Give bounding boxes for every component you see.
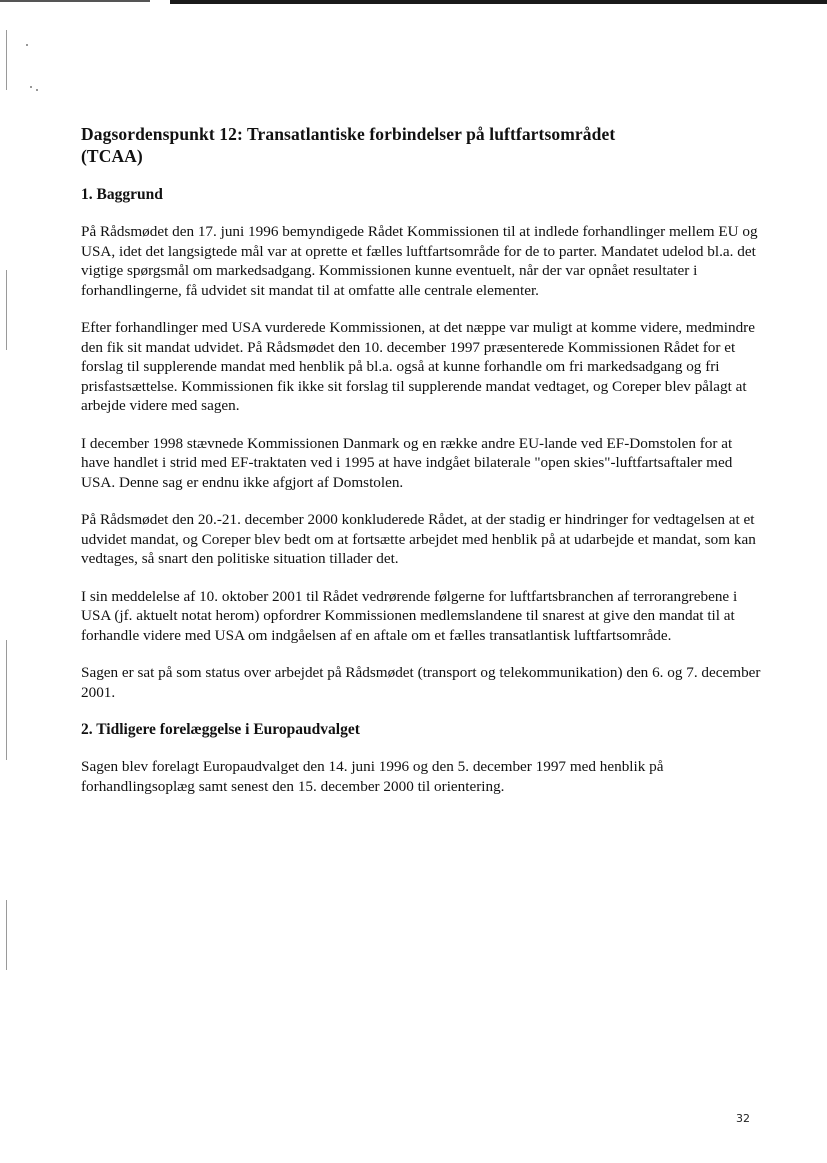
document-title-line-2: (TCAA) bbox=[81, 146, 143, 166]
scan-edge-mark bbox=[6, 270, 7, 350]
section-background bbox=[81, 185, 761, 702]
scan-edge-mark bbox=[6, 900, 7, 970]
document-body bbox=[81, 123, 761, 814]
section-heading-background: 1. Baggrund bbox=[81, 186, 163, 203]
paragraph: Efter forhandlinger med USA vurderede Kommissionen, at det næppe var muligt at komme videre, medmindre den fik sit mandat udvidet. På Rådsmødet den 10. december 1997 præsenterede Kommissionen Rådet for et forslag til supplerende mandat med henblik på bl.a. også at kunne forhandle om fri markedsadgang og fri prisfastsættelse. Kommissionen fik ikke sit forslag til supplerende mandat vedtaget, og Coreper blev pålagt at arbejde videre med sagen. bbox=[81, 319, 755, 414]
paragraph: I sin meddelelse af 10. oktober 2001 til Rådet vedrørende følgerne for luftfartsbranchen af terrorangrebene i USA (jf. aktuelt notat herom) opfordrer Kommissionen medlemslandene til snarest at give den mandat til at forhandle videre med USA om indgåelsen af en aftale om et fælles transatlantisk luftfartsområde. bbox=[81, 587, 738, 644]
section-heading-previous-submission: 2. Tidligere forelæggelse i Europaudvalget bbox=[81, 721, 360, 738]
scan-top-rule bbox=[170, 0, 827, 4]
document-title bbox=[81, 123, 761, 167]
scan-dot bbox=[36, 89, 38, 91]
scan-top-rule-left bbox=[0, 0, 150, 2]
paragraph: Sagen er sat på som status over arbejdet på Rådsmødet (transport og telekommunikation) den 6. og 7. december 2001. bbox=[81, 664, 761, 701]
paragraph: I december 1998 stævnede Kommissionen Danmark og en række andre EU-lande ved EF-Domstolen for at have handlet i strid med EF-traktaten ved i 1995 at have indgået bilaterale "open skies"-luftfartsaftaler med USA. Denne sag er endnu ikke afgjort af Domstolen. bbox=[81, 434, 733, 491]
scan-edge-mark bbox=[6, 640, 7, 760]
scan-edge-mark bbox=[6, 30, 7, 90]
paragraph: Sagen blev forelagt Europaudvalget den 14. juni 1996 og den 5. december 1997 med henblik på forhandlingsoplæg samt senest den 15. december 2000 til orientering. bbox=[81, 758, 664, 795]
paragraph: På Rådsmødet den 17. juni 1996 bemyndigede Rådet Kommissionen til at indlede forhandlinger mellem EU og USA, idet det langsigtede mål var at oprette et fælles luftfartsområde for de to parter. Mandatet udelod bl.a. det vigtige spørgsmål om markedsadgang. Kommissionen kunne eventuelt, når der var opnået resultater i forhandlingerne, få udvidet sit mandat til at omfatte alle centrale elementer. bbox=[81, 223, 758, 299]
scan-dot bbox=[30, 86, 32, 88]
scan-dot bbox=[26, 44, 28, 46]
document-title-line-1: Dagsordenspunkt 12: Transatlantiske forbindelser på luftfartsområdet bbox=[81, 124, 616, 144]
section-previous-submission bbox=[81, 720, 761, 796]
page-number: 32 bbox=[736, 1112, 750, 1125]
paragraph: På Rådsmødet den 20.-21. december 2000 konkluderede Rådet, at der stadig er hindringer for vedtagelsen at et udvidet mandat, og Coreper blev bedt om at fortsætte arbejdet med henblik på at udarbejde et mandat, som kan vedtages, så snart den politiske situation tillader det. bbox=[81, 511, 756, 567]
